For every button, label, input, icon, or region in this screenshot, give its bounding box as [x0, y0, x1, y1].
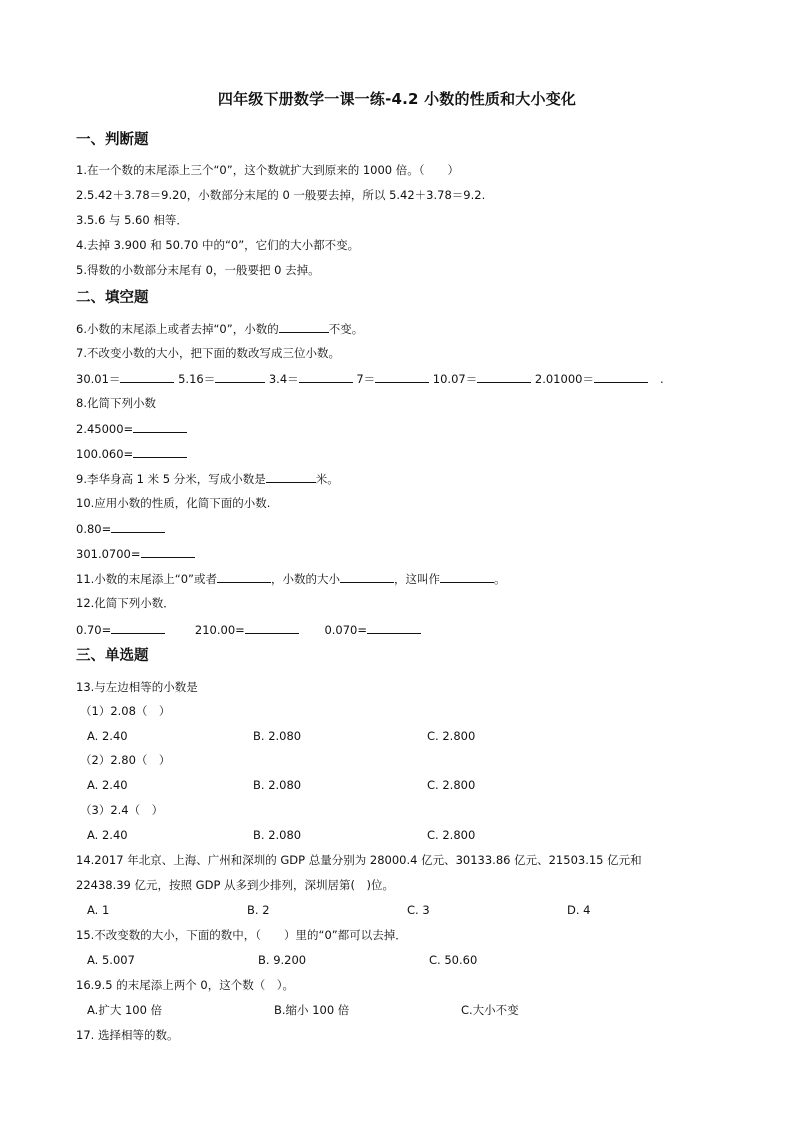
question-6-text: 6.小数的末尾添上或者去掉“0”，小数的 — [76, 322, 279, 336]
question-16: 16.9.5 的末尾添上两个 0，这个数（ ）。 — [76, 978, 294, 992]
answer-blank[interactable] — [133, 420, 187, 433]
option-c[interactable]: C. 2.800 — [427, 729, 476, 743]
q12-item: 210.00= — [194, 623, 245, 637]
q10-item: 0.80= — [76, 522, 112, 536]
question-10-item-2 — [76, 545, 195, 562]
answer-blank[interactable] — [245, 621, 299, 634]
page-title: 四年级下册数学一课一练-4.2 小数的性质和大小变化 — [217, 90, 577, 108]
question-5: 5.得数的小数部分末尾有 0，一般要把 0 去掉。 — [76, 263, 320, 277]
section-heading-single-choice: 三、单选题 — [76, 648, 149, 664]
option-c[interactable]: C. 2.800 — [427, 828, 476, 842]
answer-blank[interactable] — [375, 370, 429, 383]
question-6 — [76, 320, 363, 337]
answer-blank[interactable] — [133, 445, 187, 458]
answer-blank[interactable] — [440, 570, 494, 583]
option-a[interactable]: A. 2.40 — [87, 729, 128, 743]
question-4: 4.去掉 3.900 和 50.70 中的“0”，它们的大小都不变。 — [76, 238, 360, 252]
question-12: 12.化简下列小数． — [76, 596, 175, 610]
option-c[interactable]: C. 50.60 — [429, 953, 478, 967]
q7-item: 5.16＝ — [178, 372, 216, 386]
section-heading-fill-blank: 二、填空题 — [76, 290, 149, 306]
option-a[interactable]: A.扩大 100 倍 — [87, 1003, 163, 1017]
question-15: 15.不改变数的大小，下面的数中，（ ）里的“0”都可以去掉． — [76, 928, 407, 942]
option-a[interactable]: A. 5.007 — [87, 953, 135, 967]
answer-blank[interactable] — [111, 520, 165, 533]
option-b[interactable]: B. 2.080 — [253, 778, 302, 792]
q12-item: 0.070= — [324, 623, 367, 637]
answer-blank[interactable] — [299, 370, 353, 383]
question-2: 2.5.42＋3.78＝9.20，小数部分末尾的 0 一般要去掉，所以 5.42＋3.78＝9.2. — [76, 188, 486, 202]
q7-item: 3.4＝ — [268, 372, 299, 386]
answer-blank[interactable] — [120, 370, 174, 383]
answer-blank[interactable] — [111, 621, 165, 634]
answer-blank[interactable] — [594, 370, 648, 383]
option-b[interactable]: B. 2 — [247, 903, 270, 917]
q7-item: 2.01000＝ — [534, 372, 594, 386]
question-7: 7.不改变小数的大小，把下面的数改写成三位小数。 — [76, 346, 340, 360]
question-9-text: 9.李华身高 1 米 5 分米，写成小数是 — [76, 472, 266, 486]
question-17: 17. 选择相等的数。 — [76, 1028, 179, 1042]
answer-blank[interactable] — [215, 370, 265, 383]
question-7-items — [76, 370, 664, 387]
q8-item: 2.45000= — [76, 422, 134, 436]
answer-blank[interactable] — [367, 621, 421, 634]
question-11-text: ，这叫作 — [394, 572, 441, 586]
question-13: 13.与左边相等的小数是 — [76, 680, 198, 694]
question-13-part-2: （2）2.80（ ） — [80, 753, 171, 767]
question-10: 10.应用小数的性质，化简下面的小数. — [76, 496, 271, 510]
answer-blank[interactable] — [266, 470, 316, 483]
question-14-line-1: 14.2017 年北京、上海、广州和深圳的 GDP 总量分别为 28000.4 亿元、30133.86 亿元、21503.15 亿元和 — [76, 853, 642, 867]
question-6-tail: 不变。 — [328, 322, 364, 336]
question-13-part-1: （1）2.08（ ） — [80, 704, 171, 718]
option-b[interactable]: B. 9.200 — [258, 953, 307, 967]
option-b[interactable]: B. 2.080 — [253, 729, 302, 743]
question-11-text: 11.小数的末尾添上“0”或者 — [76, 572, 218, 586]
question-11-tail: 。 — [494, 572, 506, 586]
question-10-item-1 — [76, 520, 165, 537]
q10-item: 301.0700= — [76, 547, 141, 561]
option-a[interactable]: A. 1 — [87, 903, 110, 917]
q7-item: 7＝ — [356, 372, 376, 386]
question-13-part-3: （3）2.4（ ） — [80, 803, 164, 817]
question-9-tail: 米。 — [315, 472, 339, 486]
question-11 — [76, 570, 506, 587]
section-heading-judgement: 一、判断题 — [76, 132, 149, 148]
option-d[interactable]: D. 4 — [567, 903, 591, 917]
option-a[interactable]: A. 2.40 — [87, 828, 128, 842]
answer-blank[interactable] — [477, 370, 531, 383]
option-a[interactable]: A. 2.40 — [87, 778, 128, 792]
question-9 — [76, 470, 339, 487]
question-8-item-2 — [76, 445, 187, 462]
question-14-line-2: 22438.39 亿元，按照 GDP 从多到少排列，深圳居第( )位。 — [76, 878, 395, 892]
option-c[interactable]: C. 3 — [407, 903, 430, 917]
q7-end: . — [659, 372, 664, 386]
option-b[interactable]: B.缩小 100 倍 — [274, 1003, 350, 1017]
q7-item: 10.07＝ — [432, 372, 478, 386]
question-1: 1.在一个数的末尾添上三个“0”，这个数就扩大到原来的 1000 倍。（ ） — [76, 163, 460, 177]
question-12-items — [76, 621, 421, 638]
q7-item: 30.01＝ — [76, 372, 121, 386]
question-8: 8.化简下列小数 — [76, 396, 156, 410]
question-3: 3.5.6 与 5.60 相等． — [76, 213, 188, 227]
q8-item: 100.060= — [76, 447, 134, 461]
question-11-text: ，小数的大小 — [271, 572, 341, 586]
answer-blank[interactable] — [340, 570, 394, 583]
option-c[interactable]: C.大小不变 — [461, 1003, 519, 1017]
answer-blank[interactable] — [279, 320, 329, 333]
answer-blank[interactable] — [217, 570, 271, 583]
option-c[interactable]: C. 2.800 — [427, 778, 476, 792]
question-8-item-1 — [76, 420, 187, 437]
q12-item: 0.70= — [76, 623, 112, 637]
answer-blank[interactable] — [141, 545, 195, 558]
option-b[interactable]: B. 2.080 — [253, 828, 302, 842]
